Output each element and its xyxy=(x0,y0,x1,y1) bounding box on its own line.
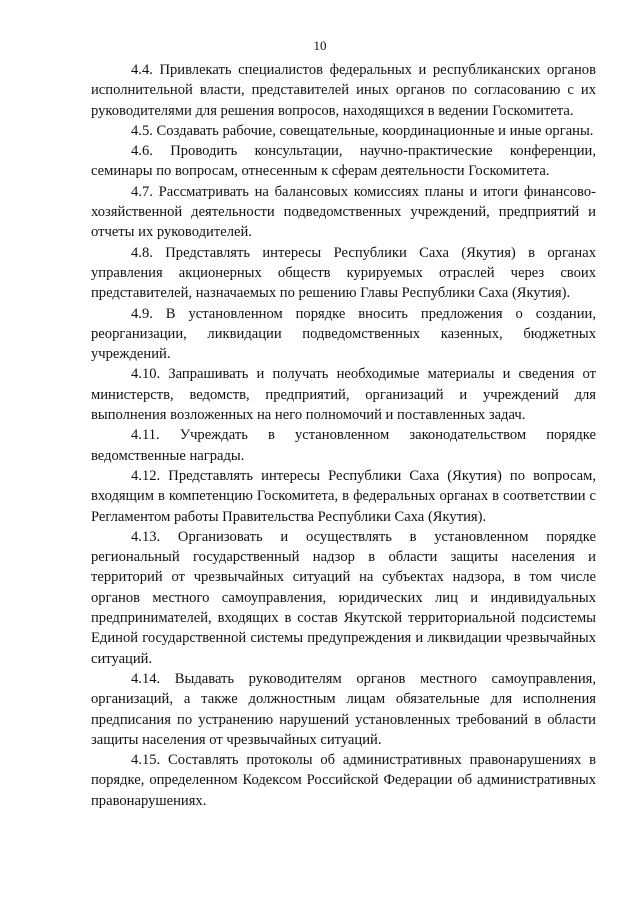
paragraph-4-12: 4.12. Представлять интересы Республики Саха (Якутия) по вопросам, входящим в компетенцию Госкомитета, в федеральных органах в соответствии с Регламентом работы Правительства Республики Саха (Якутия). xyxy=(91,467,596,525)
paragraph-4-8: 4.8. Представлять интересы Республики Саха (Якутия) в органах управления акционерных обществ курируемых отраслей через своих представителей, назначаемых по решению Главы Республики Саха (Якутия). xyxy=(91,244,596,302)
paragraph-4-4: 4.4. Привлекать специалистов федеральных и республиканских органов исполнительной власти, представителей иных органов по согласованию с их руководителями для решения вопросов, находящихся в ведении Госкомитета. xyxy=(91,62,596,119)
paragraph-4-15: 4.15. Составлять протоколы об административных правонарушениях в порядке, определенном Кодексом Российской Федерации об административных правонарушениях. xyxy=(91,752,596,809)
paragraph-4-6: 4.6. Проводить консультации, научно-практические конференции, семинары по вопросам, отнесенным к сферам деятельности Госкомитета. xyxy=(91,143,596,180)
paragraph-4-11: 4.11. Учреждать в установленном законодательством порядке ведомственные награды. xyxy=(91,427,596,464)
paragraph-4-5: 4.5. Создавать рабочие, совещательные, координационные и иные органы. xyxy=(131,122,594,139)
paragraph-4-10: 4.10. Запрашивать и получать необходимые материалы и сведения от министерств, ведомств, предприятий, организаций и учреждений для выполнения возложенных на него полномочий и поставленных задач. xyxy=(91,366,596,424)
paragraph-4-7: 4.7. Рассматривать на балансовых комиссиях планы и итоги финансово-хозяйственной деятельности подведомственных учреждений, предприятий и отчеты их руководителей. xyxy=(91,183,596,241)
document-body xyxy=(91,60,596,811)
paragraph-4-14: 4.14. Выдавать руководителям органов местного самоуправления, организаций, а также должностным лицам обязательные для исполнения предписания по устранению нарушений установленных требований в области защиты населения от чрезвычайных ситуаций. xyxy=(91,670,596,748)
paragraph-4-13: 4.13. Организовать и осуществлять в установленном порядке региональный государственный надзор в области защиты населения и территорий от чрезвычайных ситуаций на субъектах надзора, в том числе органов местного самоуправления, юридических лиц и индивидуальных предпринимателей, входящих в состав Якутской территориальной подсистемы Единой государственной системы предупреждения и ликвидации чрезвычайных ситуаций. xyxy=(91,528,596,667)
paragraph-4-9: 4.9. В установленном порядке вносить предложения о создании, реорганизации, ликвидации подведомственных казенных, бюджетных учреждений. xyxy=(91,305,596,363)
page-number: 10 xyxy=(313,38,327,53)
